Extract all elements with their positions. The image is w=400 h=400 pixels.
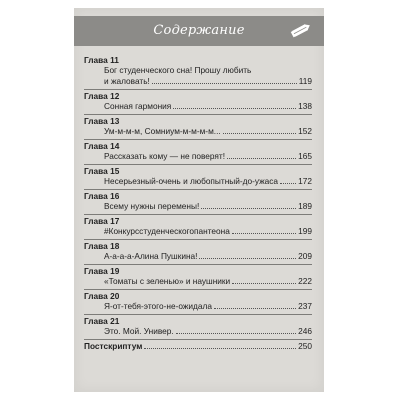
chapter-title-line: Рассказать кому — не поверят! xyxy=(104,151,226,161)
toc-entry[interactable] xyxy=(84,276,312,287)
chapter-label: Глава 13 xyxy=(84,116,120,126)
chapter-title-line: Это. Мой. Универ. xyxy=(104,326,174,336)
toc-entry[interactable] xyxy=(84,251,312,262)
divider xyxy=(84,314,312,315)
postscript-label: Постскриптум xyxy=(84,341,143,351)
dot-leader xyxy=(227,158,296,159)
chapter-title-line: #Конкурсстуденческогопантеона xyxy=(104,226,230,236)
dot-leader xyxy=(199,258,296,259)
divider xyxy=(84,164,312,165)
chapter-label: Глава 14 xyxy=(84,141,120,151)
page-number: 209 xyxy=(298,251,312,261)
divider xyxy=(84,339,312,340)
divider xyxy=(84,214,312,215)
toc-entry[interactable] xyxy=(84,201,312,212)
page-number: 189 xyxy=(298,201,312,211)
dot-leader xyxy=(144,348,296,349)
toc-entry[interactable] xyxy=(84,65,312,87)
dot-leader xyxy=(232,233,296,234)
toc-entry[interactable] xyxy=(84,301,312,312)
page-title: Содержание xyxy=(153,23,245,38)
header-band xyxy=(74,16,324,46)
chapter-label: Глава 18 xyxy=(84,241,120,251)
page-number: 165 xyxy=(298,151,312,161)
chapter-title-line: Ум-м-м-м, Сомниум-м-м-м-м... xyxy=(104,126,221,136)
toc-entry[interactable] xyxy=(84,101,312,112)
divider xyxy=(84,139,312,140)
chapter-label: Глава 20 xyxy=(84,291,120,301)
chapter-title-line: Сонная гармония xyxy=(104,101,172,111)
chapter-title-line: и жаловать! xyxy=(104,76,150,86)
divider xyxy=(84,289,312,290)
page-number: 172 xyxy=(298,176,312,186)
chapter-label: Глава 15 xyxy=(84,166,120,176)
chapter-title-line: А-а-а-а-Алина Пушкина! xyxy=(104,251,198,261)
chapter-title-line: «Томаты с зеленью» и наушники xyxy=(104,276,231,286)
chapter-label: Глава 17 xyxy=(84,216,120,226)
page-number: 250 xyxy=(298,341,312,351)
page-number: 222 xyxy=(298,276,312,286)
chapter-title-line: Несерьезный-очень и любопытный-до-ужаса xyxy=(104,176,279,186)
chapter-title-line: Бог студенческого сна! Прошу любить xyxy=(104,65,252,75)
chapter-label: Глава 19 xyxy=(84,266,120,276)
divider xyxy=(84,114,312,115)
dot-leader xyxy=(232,283,296,284)
toc-entry[interactable] xyxy=(84,176,312,187)
chapter-label: Глава 16 xyxy=(84,191,120,201)
toc-entry[interactable] xyxy=(84,126,312,137)
dot-leader xyxy=(176,333,296,334)
chapter-label: Глава 12 xyxy=(84,91,120,101)
dot-leader xyxy=(280,183,296,184)
page-number: 199 xyxy=(298,226,312,236)
divider xyxy=(84,89,312,90)
dot-leader xyxy=(201,208,296,209)
book-page xyxy=(74,8,324,392)
dot-leader xyxy=(223,133,296,134)
chapter-label: Глава 11 xyxy=(84,55,119,65)
divider xyxy=(84,264,312,265)
dot-leader xyxy=(214,308,296,309)
chapter-label: Глава 21 xyxy=(84,316,120,326)
dot-leader xyxy=(152,83,297,84)
pencil-icon xyxy=(290,22,312,38)
page-number: 246 xyxy=(298,326,312,336)
page-number: 237 xyxy=(298,301,312,311)
divider xyxy=(84,189,312,190)
divider xyxy=(84,239,312,240)
page-number: 119 xyxy=(298,76,312,86)
page-number: 138 xyxy=(298,101,312,111)
page-number: 152 xyxy=(298,126,312,136)
toc-entry[interactable] xyxy=(84,326,312,337)
table-of-contents xyxy=(84,55,312,352)
chapter-title-line: Всему нужны перемены! xyxy=(104,201,200,211)
chapter-title-line: Я-от-тебя-этого-не-ожидала xyxy=(104,301,212,311)
toc-entry-postscript[interactable] xyxy=(84,341,312,352)
dot-leader xyxy=(173,108,296,109)
toc-entry[interactable] xyxy=(84,226,312,237)
toc-entry[interactable] xyxy=(84,151,312,162)
